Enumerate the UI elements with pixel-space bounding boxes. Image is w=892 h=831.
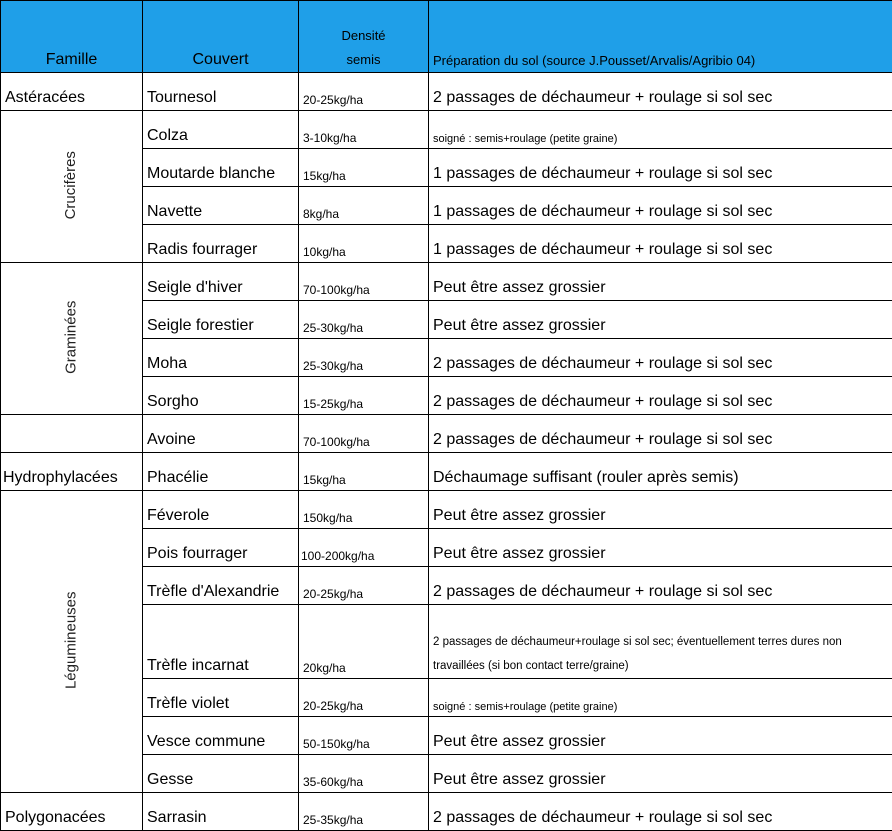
table-row [1, 793, 892, 831]
header-densite [299, 1, 429, 73]
couvert-cell: Sorgho [143, 377, 299, 415]
densite-cell: 70-100kg/ha [299, 415, 429, 453]
table-row [1, 415, 892, 453]
densite-cell: 70-100kg/ha [299, 263, 429, 301]
family-label: Crucifères [63, 151, 80, 219]
couvert-cell: Colza [143, 111, 299, 149]
table-row [1, 73, 892, 111]
family-cell-vertical [1, 491, 143, 793]
family-cell: Astéracées [1, 73, 143, 111]
couvert-cell: Pois fourrager [143, 529, 299, 567]
preparation-cell: 1 passages de déchaumeur + roulage si sol sec [429, 225, 892, 263]
couvert-cell: Moutarde blanche [143, 149, 299, 187]
densite-cell: 100-200kg/ha [299, 529, 429, 567]
preparation-cell: 2 passages de déchaumeur + roulage si sol sec [429, 793, 892, 831]
preparation-cell: Peut être assez grossier [429, 529, 892, 567]
densite-cell: 20-25kg/ha [299, 567, 429, 605]
preparation-cell: 1 passages de déchaumeur + roulage si sol sec [429, 149, 892, 187]
family-label: Graminées [63, 301, 80, 374]
family-cell: Hydrophylacées [1, 453, 143, 491]
densite-cell: 15kg/ha [299, 453, 429, 491]
densite-cell: 35-60kg/ha [299, 755, 429, 793]
preparation-cell: soigné : semis+roulage (petite graine) [429, 679, 892, 717]
couvert-cell: Vesce commune [143, 717, 299, 755]
couvert-cell: Gesse [143, 755, 299, 793]
preparation-cell: Peut être assez grossier [429, 491, 892, 529]
header-densite-line2: semis [347, 52, 381, 67]
table-row [1, 111, 892, 149]
preparation-cell: 2 passages de déchaumeur + roulage si sol sec [429, 567, 892, 605]
densite-cell: 25-35kg/ha [299, 793, 429, 831]
densite-cell: 8kg/ha [299, 187, 429, 225]
table-row [1, 453, 892, 491]
couvert-cell: Phacélie [143, 453, 299, 491]
preparation-cell: 2 passages de déchaumeur + roulage si sol sec [429, 415, 892, 453]
densite-cell: 50-150kg/ha [299, 717, 429, 755]
header-famille: Famille [1, 1, 143, 73]
preparation-cell: 2 passages de déchaumeur + roulage si sol sec [429, 73, 892, 111]
couvert-cell: Sarrasin [143, 793, 299, 831]
table-row [1, 263, 892, 301]
header-densite-line1: Densité [341, 28, 385, 43]
couvert-cell: Trèfle incarnat [143, 605, 299, 679]
couvert-cell: Trèfle violet [143, 679, 299, 717]
preparation-cell: 2 passages de déchaumeur+roulage si sol sec; éventuellement terres dures non travaillées (si bon contact terre/graine) [429, 605, 892, 679]
preparation-cell: 2 passages de déchaumeur + roulage si sol sec [429, 339, 892, 377]
densite-cell: 150kg/ha [299, 491, 429, 529]
preparation-cell: Peut être assez grossier [429, 301, 892, 339]
densite-cell: 10kg/ha [299, 225, 429, 263]
densite-cell: 25-30kg/ha [299, 301, 429, 339]
couvert-cell: Moha [143, 339, 299, 377]
family-cell: Polygonacées [1, 793, 143, 831]
couvert-cell: Trèfle d'Alexandrie [143, 567, 299, 605]
couvert-cell: Navette [143, 187, 299, 225]
couvert-cell: Radis fourrager [143, 225, 299, 263]
densite-cell: 15kg/ha [299, 149, 429, 187]
preparation-cell: Peut être assez grossier [429, 755, 892, 793]
preparation-cell: Peut être assez grossier [429, 263, 892, 301]
densite-cell: 15-25kg/ha [299, 377, 429, 415]
densite-cell: 20kg/ha [299, 605, 429, 679]
family-cell-vertical [1, 111, 143, 263]
family-cell-vertical [1, 263, 143, 415]
preparation-cell: Peut être assez grossier [429, 717, 892, 755]
densite-cell: 25-30kg/ha [299, 339, 429, 377]
couvert-cell: Féverole [143, 491, 299, 529]
header-preparation: Préparation du sol (source J.Pousset/Arvalis/Agribio 04) [429, 1, 892, 73]
family-label: Légumineuses [63, 592, 80, 690]
densite-cell: 20-25kg/ha [299, 73, 429, 111]
preparation-cell: 1 passages de déchaumeur + roulage si sol sec [429, 187, 892, 225]
header-row [1, 1, 892, 73]
couvert-cell: Tournesol [143, 73, 299, 111]
preparation-cell: Déchaumage suffisant (rouler après semis) [429, 453, 892, 491]
family-cell-empty [1, 415, 143, 453]
couvert-cell: Seigle d'hiver [143, 263, 299, 301]
densite-cell: 3-10kg/ha [299, 111, 429, 149]
header-couvert: Couvert [143, 1, 299, 73]
densite-cell: 20-25kg/ha [299, 679, 429, 717]
preparation-cell: soigné : semis+roulage (petite graine) [429, 111, 892, 149]
couvert-cell: Avoine [143, 415, 299, 453]
preparation-cell: 2 passages de déchaumeur + roulage si sol sec [429, 377, 892, 415]
table-row [1, 491, 892, 529]
couvert-cell: Seigle forestier [143, 301, 299, 339]
